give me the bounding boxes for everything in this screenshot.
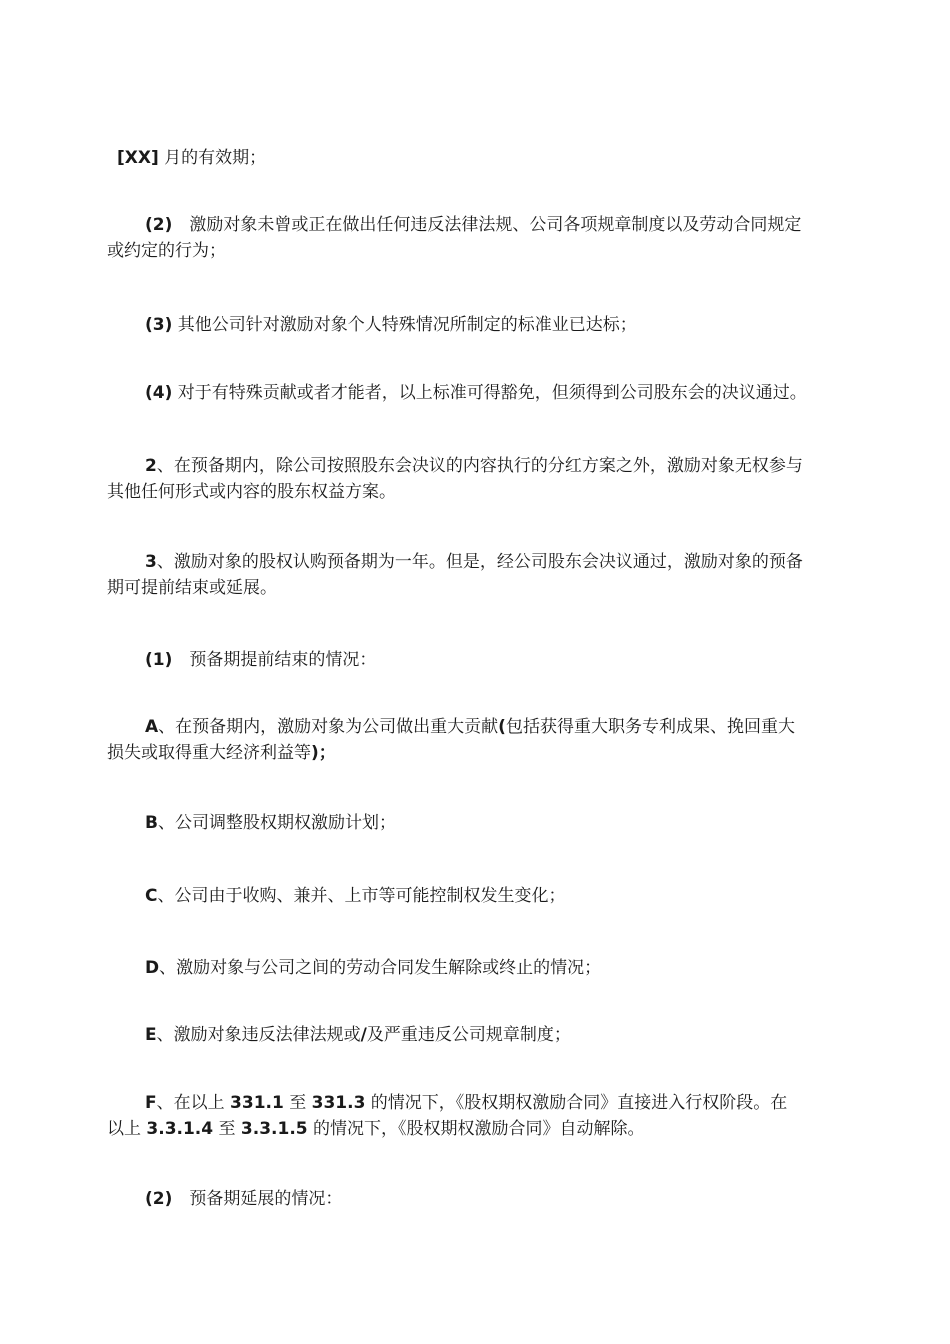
case-letter: A [145,717,159,737]
paragraph-text: 的情况下，《股权期权激励合同》直接进入行权阶段。在 [365,1093,788,1113]
paragraph-text: 激励对象未曾或正在做出任何违反法律法规、公司各项规章制度以及劳动合同规定 [172,215,802,235]
paragraph-text: 、在以上 [156,1093,231,1113]
item-number: (3) [145,315,173,335]
paragraph-text: 预备期延展的情况： [172,1189,343,1209]
paragraph-case-c [107,883,842,909]
clause-number: 3 [145,552,157,572]
paragraph-case-e [107,1022,842,1048]
slash: / [360,1025,367,1045]
paragraph-text: 以上 [107,1119,147,1139]
paragraph-text: 、激励对象的股权认购预备期为一年。但是，经公司股东会决议通过，激励对象的预备 [156,552,803,572]
section-ref: 331.1 [230,1093,284,1113]
paragraph-validity [117,145,852,171]
paragraph-text: 其他任何形式或内容的股东权益方案。 [107,482,396,502]
paragraph-text: 预备期提前结束的情况： [172,650,377,670]
paragraph-text: 期可提前结束或延展。 [107,578,277,598]
paragraph-early-end-heading [107,647,842,673]
paragraph-text: 、公司由于收购、兼并、上市等可能控制权发生变化； [157,886,566,906]
paren-open: ( [498,717,506,737]
case-letter: E [145,1025,157,1045]
paragraph-item-4 [107,380,842,406]
paragraph-case-f [107,1090,842,1142]
paragraph-case-d [107,955,842,981]
paragraph-text: 及严重违反公司规章制度； [366,1025,571,1045]
case-letter: F [145,1093,157,1113]
paragraph-text: 至 [283,1093,312,1113]
item-number: (4) [145,383,173,403]
paragraph-clause-3 [107,549,842,601]
item-number: (2) [145,215,173,235]
clause-number: 2 [145,456,157,476]
paren-close: )； [311,743,336,763]
paragraph-case-b [107,810,842,836]
paragraph-text: 或约定的行为； [107,241,226,261]
paragraph-text: 、公司调整股权期权激励计划； [157,813,396,833]
paragraph-text: 的情况下，《股权期权激励合同》自动解除。 [307,1119,645,1139]
paragraph-text: 、在预备期内，激励对象为公司做出重大贡献 [158,717,499,737]
paragraph-clause-2 [107,453,842,505]
paragraph-text: 至 [213,1119,241,1139]
paragraph-text: 包括获得重大职务专利成果、挽回重大 [505,717,795,737]
case-letter: B [145,813,158,833]
paragraph-text: 、在预备期内，除公司按照股东会决议的内容执行的分红方案之外，激励对象无权参与 [156,456,803,476]
paragraph-text: 对于有特殊贡献或者才能者，以上标准可得豁免，但须得到公司股东会的决议通过。 [172,383,807,403]
paragraph-text: 月的有效期； [158,148,267,168]
paragraph-text: 、激励对象与公司之间的劳动合同发生解除或终止的情况； [159,958,602,978]
paragraph-text: 其他公司针对激励对象个人特殊情况所制定的标准业已达标； [172,315,637,335]
paragraph-item-3 [107,312,842,338]
paragraph-case-a [107,714,842,766]
case-letter: D [145,958,160,978]
paragraph-item-2 [107,212,842,264]
item-number: (2) [145,1189,173,1209]
section-ref: 331.3 [311,1093,366,1113]
item-number: (1) [145,650,173,670]
bracket-xx: [XX] [117,148,159,168]
paragraph-text: 、激励对象违反法律法规或 [156,1025,361,1045]
case-letter: C [145,886,158,906]
section-ref: 3.3.1.5 [240,1119,308,1139]
paragraph-extension-heading [107,1186,842,1212]
section-ref: 3.3.1.4 [146,1119,214,1139]
paragraph-text: 损失或取得重大经济利益等 [107,743,311,763]
